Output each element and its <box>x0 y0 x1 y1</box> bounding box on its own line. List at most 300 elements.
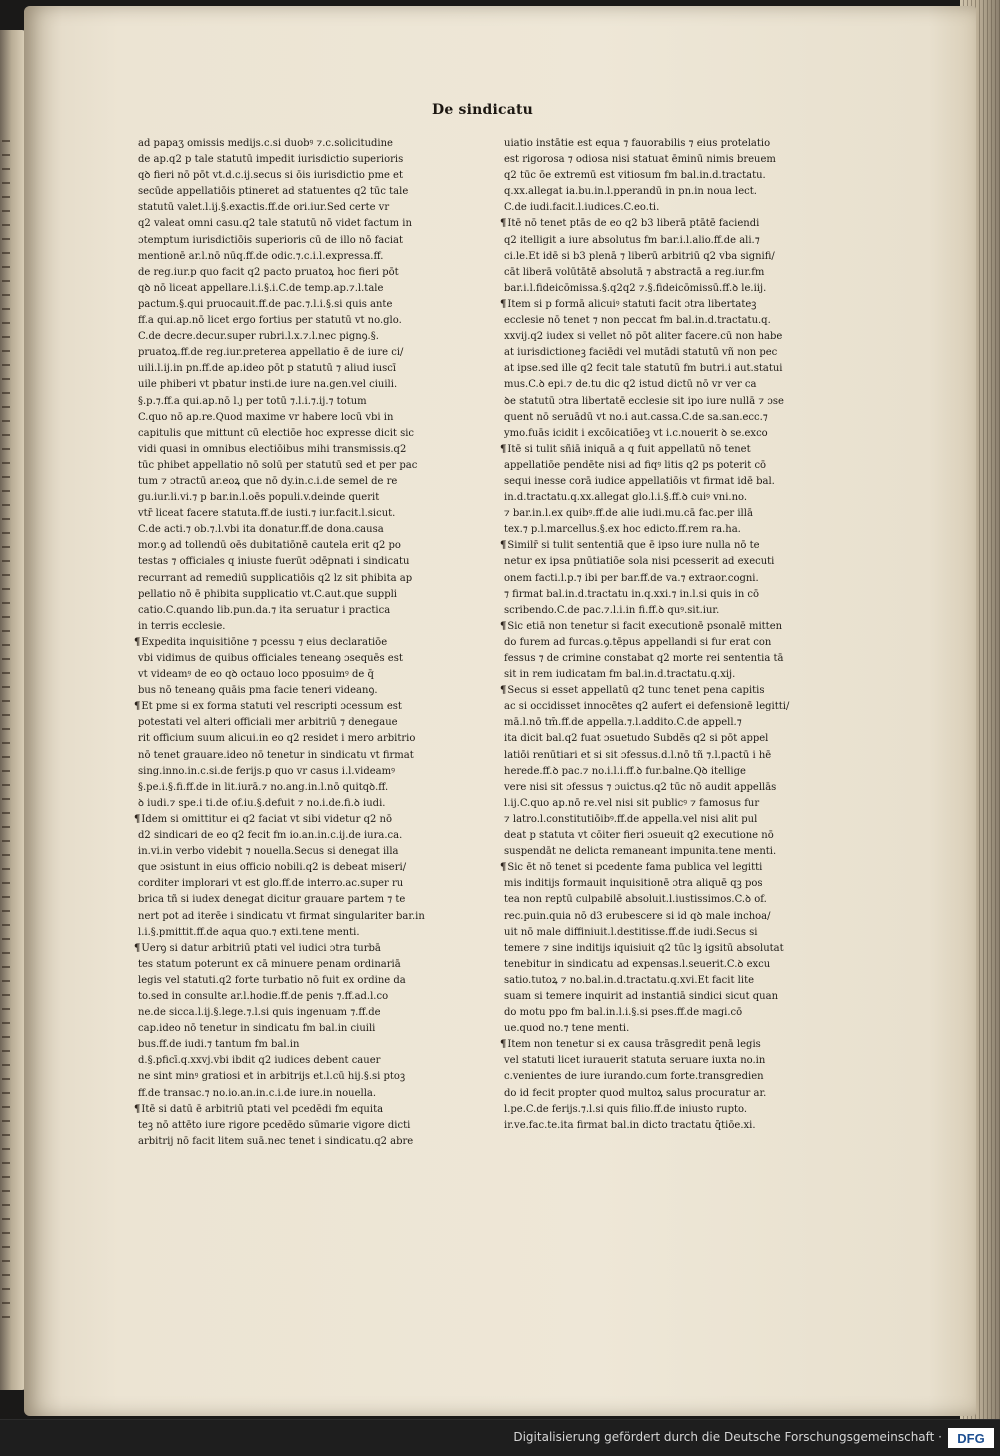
text-line <box>138 973 450 989</box>
text-line <box>504 651 802 667</box>
text-line <box>504 973 802 989</box>
previous-page-ghost-line <box>2 448 10 450</box>
text-line <box>504 281 802 297</box>
text-line-content: satio.tutoꝝ ⁊ no.bal.in.d.tractatu.q.xvi.Et facit lite <box>504 974 755 986</box>
text-line <box>504 458 802 474</box>
text-line <box>138 152 450 168</box>
text-line-content: ɔtemptum iurisdictiōis superioris cū de illo nō faciat <box>138 234 404 246</box>
text-line-content: §.p.⁊.ff.a qui.ap.nō l.ȷ per totū ⁊.l.i.⁊.ij.⁊ totum <box>138 395 367 407</box>
text-line <box>138 1053 450 1069</box>
previous-page-ghost-line <box>2 700 10 702</box>
text-line <box>504 522 802 538</box>
text-line <box>138 313 450 329</box>
text-line <box>504 265 802 281</box>
text-line-content: ff.de transac.⁊ no.io.an.in.c.i.de iure.in nouella. <box>138 1087 377 1099</box>
text-line-content: at ipse.sed ille q2 fecit tale statutū fm butri.i aut.statui <box>504 363 783 375</box>
text-line <box>500 683 802 699</box>
previous-page-ghost-line <box>2 476 10 478</box>
text-line-content: ymo.fuās icidit i excōicatiōeꝫ vt i.c.nouerit ꝺ se.exco <box>504 427 768 439</box>
right-text-column <box>500 136 802 1134</box>
previous-page-ghost-line <box>2 616 10 618</box>
text-line <box>134 635 450 651</box>
paragraph-mark-icon: ¶ <box>500 218 507 230</box>
previous-page-ghost-line <box>2 1120 10 1122</box>
text-line-content: pellatio nō ē phibita supplicatio vt.C.aut.que suppli <box>138 588 398 600</box>
text-line <box>138 361 450 377</box>
text-line-content: gu.iur.li.vi.⁊ p bar.in.l.oēs populi.v.deinde querit <box>138 492 380 504</box>
paragraph-mark-icon: ¶ <box>500 685 507 697</box>
text-line <box>138 1134 450 1150</box>
text-line <box>138 168 450 184</box>
text-line <box>504 184 802 200</box>
text-line-content: sequi inesse corā iudice appellatiōis vt firmat idē bal. <box>504 475 775 487</box>
previous-page-ghost-line <box>2 266 10 268</box>
page-stack-line <box>991 0 992 1420</box>
text-line-content: tes statum poterunt ex cā minuere penam ordinariā <box>138 958 401 970</box>
text-line-content: suspendāt ne delicta remaneant impunita.tene menti. <box>504 846 777 858</box>
text-line <box>504 603 802 619</box>
text-line-content: scribendo.C.de pac.⁊.l.i.in fi.ff.ꝺ quꝰ.sit.iur. <box>504 604 720 616</box>
paragraph-mark-icon: ¶ <box>500 540 507 552</box>
text-line <box>138 1037 450 1053</box>
text-line <box>504 587 802 603</box>
text-line-content: Item si p formā alicuiꝰ statuti facit ɔtra libertateꝫ <box>507 298 757 310</box>
text-line <box>138 345 450 361</box>
text-line <box>504 780 802 796</box>
funding-credit: Digitalisierung gefördert durch die Deutsche Forschungsgemeinschaft · <box>513 1430 942 1444</box>
paragraph-mark-icon: ¶ <box>134 636 141 648</box>
text-line-content: rit officium suum alicui.in eo q2 residet i mero arbitrio <box>138 733 416 745</box>
previous-page-ghost-line <box>2 798 10 800</box>
previous-page-ghost-line <box>2 1148 10 1150</box>
text-line-content: mis inditijs formauit inquisitionē ɔtra aliquē qꝫ pos <box>504 878 763 890</box>
previous-page-ghost-line <box>2 336 10 338</box>
previous-page-ghost-line <box>2 1288 10 1290</box>
previous-page-ghost-line <box>2 140 10 142</box>
text-line <box>504 313 802 329</box>
text-line <box>500 860 802 876</box>
text-line <box>504 941 802 957</box>
text-line-content: d.§.pficī.q.xxvj.vbi ibdit q2 iudices debent cauer <box>138 1055 381 1067</box>
previous-page-ghost-line <box>2 1260 10 1262</box>
previous-page-ghost-line <box>2 602 10 604</box>
text-line <box>138 715 450 731</box>
text-line-content: xxvij.q2 iudex si vellet nō pōt aliter facere.cū non habe <box>504 331 783 343</box>
text-line-content: de reg.iur.p quo facit q2 pacto pruatoꝝ hoc fieri pōt <box>138 266 399 278</box>
text-line <box>138 297 450 313</box>
text-line-content: cāt liberā volūtātē absolutā ⁊ abstractā a reg.iur.fm <box>504 266 765 278</box>
text-line <box>504 571 802 587</box>
previous-page-ghost-line <box>2 812 10 814</box>
previous-page-ghost-line <box>2 1190 10 1192</box>
text-line-content: que ɔsistunt in eius officio nobili.q2 is debeat miseri/ <box>138 862 407 874</box>
text-line <box>138 1021 450 1037</box>
previous-page-ghost-line <box>2 1316 10 1318</box>
text-line <box>138 909 450 925</box>
text-line <box>504 490 802 506</box>
paragraph-mark-icon: ¶ <box>500 862 507 874</box>
text-line-content: potestati vel alteri officiali mer arbitriū ⁊ denegaue <box>138 717 398 729</box>
text-line-content: deat p statuta vt cōiter fieri ɔsueuit q2 executione nō <box>504 830 774 842</box>
text-line-content: vere nisi sit ɔfessus ⁊ ɔuictus.q2 tūc nō audit appellās <box>504 781 777 793</box>
text-line <box>500 538 802 554</box>
previous-page-ghost-line <box>2 392 10 394</box>
text-line-content: to.sed in consulte ar.l.hodie.ff.de penis ⁊.ff.ad.l.co <box>138 990 389 1002</box>
text-line-content: nō tenet grauare.ideo nō tenetur in sindicatu vt firmat <box>138 749 414 761</box>
previous-page-ghost-line <box>2 1036 10 1038</box>
previous-page-edge <box>0 30 26 1390</box>
text-line-content: pruatoꝝ.ff.de reg.iur.preterea appellatio ē de iure ci/ <box>138 347 404 359</box>
text-line <box>504 152 802 168</box>
text-line <box>138 233 450 249</box>
text-line <box>138 474 450 490</box>
text-line <box>504 635 802 651</box>
text-line-content: nert pot ad iterēe i sindicatu vt firmat singulariter bar.in <box>138 910 425 922</box>
previous-page-ghost-line <box>2 1106 10 1108</box>
text-line-content: l.pe.C.de ferijs.⁊.l.si quis filio.ff.de iniusto rupto. <box>504 1103 748 1115</box>
previous-page-ghost-line <box>2 1078 10 1080</box>
text-line <box>500 216 802 232</box>
text-line-content: teꝫ nō attēto iure rigore pcedēdo sūmarie vigore dicti <box>138 1119 411 1131</box>
text-line <box>504 1118 802 1134</box>
text-line <box>504 410 802 426</box>
previous-page-ghost-line <box>2 1162 10 1164</box>
text-line <box>504 796 802 812</box>
dfg-logo <box>948 1428 994 1448</box>
text-line-content: suam si temere inquirit ad instantiā sindici sicut quan <box>504 990 779 1002</box>
text-line-content: ꝺ iudi.⁊ spe.i ti.de of.iu.§.defuit ⁊ no.i.de.fi.ꝺ iudi. <box>138 797 386 809</box>
text-line <box>504 989 802 1005</box>
text-line-content: quent nō seruādū vt no.i aut.cassa.C.de sa.san.ecc.⁊ <box>504 411 768 423</box>
footer-bar <box>0 1419 1000 1456</box>
text-line-content: uili.l.ij.in pn.ff.de ap.ideo pōt p statutū ⁊ aliud iuscī <box>138 363 397 375</box>
text-line <box>138 651 450 667</box>
text-line-content: mus.C.ꝺ epi.⁊ de.tu dic q2 istud dictū nō vr ver ca <box>504 379 757 391</box>
text-line <box>504 828 802 844</box>
text-line <box>138 184 450 200</box>
text-line <box>138 522 450 538</box>
text-line <box>138 587 450 603</box>
previous-page-ghost-line <box>2 1302 10 1304</box>
previous-page-ghost-line <box>2 938 10 940</box>
text-line <box>504 892 802 908</box>
previous-page-ghost-line <box>2 1232 10 1234</box>
text-line-content: vidi quasi in omnibus electiōibus mihi transmissis.q2 <box>138 443 407 455</box>
paragraph-mark-icon: ¶ <box>500 620 507 632</box>
previous-page-ghost-line <box>2 546 10 548</box>
text-line-content: mor.ꝯ ad tollendū oēs dubitatiōnē cautela erit q2 po <box>138 540 401 552</box>
text-line-content: vbi vidimus de quibus officiales teneanꝯ ɔsequēs est <box>138 653 403 664</box>
previous-page-ghost-line <box>2 756 10 758</box>
text-line-content: latiōi renūtiari et si sit ɔfessus.d.l.nō tñ ⁊.l.pactū i hē <box>504 749 772 761</box>
text-line <box>504 748 802 764</box>
text-line-content: Similr̄ si tulit sententiā que ē ipso iure nulla nō te <box>507 540 760 552</box>
text-line <box>504 764 802 780</box>
text-line <box>134 699 450 715</box>
text-line-content: do motu ppo fm bal.in.l.i.§.si pses.ff.de magi.cō <box>504 1007 743 1019</box>
text-line-content: uit nō male diffiniuit.l.destitisse.ff.de iudi.Secus si <box>504 926 758 938</box>
text-line <box>138 216 450 232</box>
text-line-content: q2 itelligit a iure absolutus fm bar.i.l.alio.ff.de ali.⁊ <box>504 234 760 246</box>
previous-page-ghost-line <box>2 168 10 170</box>
text-line <box>504 394 802 410</box>
text-line-content: ir.ve.fac.te.ita firmat bal.in dicto tractatu q̄tiōe.xi. <box>504 1119 756 1131</box>
text-line-content: fessus ⁊ de crimine constabat q2 morte rei sententia tā <box>504 653 784 664</box>
text-line-content: tūc phibet appellatio nō solū per statutū sed et per pac <box>138 459 418 471</box>
text-line <box>504 812 802 828</box>
text-line-content: do id fecit propter quod multoꝝ salus procuratur ar. <box>504 1087 767 1099</box>
text-line-content: uile phiberi vt pbatur insti.de iure na.gen.vel ciuili. <box>138 379 398 391</box>
text-line-content: cap.ideo nō tenetur in sindicatu fm bal.in ciuili <box>138 1023 376 1035</box>
previous-page-ghost-line <box>2 686 10 688</box>
previous-page-ghost-line <box>2 364 10 366</box>
text-line-content: vtr̄ liceat facere statuta.ff.de iusti.⁊ iur.facit.l.sicut. <box>138 508 396 520</box>
previous-page-ghost-line <box>2 910 10 912</box>
previous-page-ghost-line <box>2 644 10 646</box>
text-line <box>138 780 450 796</box>
text-line-content: ⁊ bar.in.l.ex quibꝰ.ff.de alie iudi.mu.cā fac.per illā <box>504 508 753 520</box>
previous-page-ghost-line <box>2 322 10 324</box>
text-line-content: ff.a qui.ap.nō licet ergo fortius per statutū vt no.glo. <box>138 315 402 327</box>
previous-page-ghost-line <box>2 896 10 898</box>
text-line <box>504 361 802 377</box>
previous-page-ghost-line <box>2 210 10 212</box>
previous-page-ghost-line <box>2 742 10 744</box>
text-line <box>138 731 450 747</box>
text-line-content: C.de decre.decur.super rubri.l.x.⁊.l.nec pignꝯ.§. <box>138 331 379 343</box>
previous-page-ghost-line <box>2 294 10 296</box>
previous-page-ghost-line <box>2 980 10 982</box>
text-line <box>504 1086 802 1102</box>
text-line <box>138 281 450 297</box>
text-line <box>138 410 450 426</box>
text-line-content: q.xx.allegat ia.bu.in.l.pperandū in pn.in noua lect. <box>504 186 757 198</box>
previous-page-ghost-line <box>2 252 10 254</box>
text-line-content: pactum.§.qui pruocauit.ff.de pac.⁊.l.i.§.si quis ante <box>138 298 393 310</box>
text-line <box>500 297 802 313</box>
text-line <box>504 957 802 973</box>
previous-page-ghost-line <box>2 784 10 786</box>
text-line <box>504 249 802 265</box>
text-line <box>138 377 450 393</box>
text-line-content: c.venientes de iure iurando.cum forte.transgredien <box>504 1071 764 1083</box>
text-line-content: capitulis que mittunt cū electiōe hoc expresse dicit sic <box>138 427 415 439</box>
text-line <box>504 844 802 860</box>
text-line <box>138 764 450 780</box>
previous-page-ghost-line <box>2 728 10 730</box>
text-line-content: in terris ecclesie. <box>138 620 226 632</box>
previous-page-ghost-line <box>2 462 10 464</box>
previous-page-ghost-line <box>2 350 10 352</box>
paragraph-mark-icon: ¶ <box>500 298 507 310</box>
text-line <box>138 925 450 941</box>
previous-page-ghost-line <box>2 714 10 716</box>
text-line-content: bus.ff.de iudi.⁊ tantum fm bal.in <box>138 1039 300 1051</box>
previous-page-ghost-line <box>2 238 10 240</box>
text-line-content: Item non tenetur si ex causa trāsgredit penā legis <box>507 1039 761 1051</box>
text-line <box>500 619 802 635</box>
paragraph-mark-icon: ¶ <box>500 1039 507 1051</box>
text-line <box>138 136 450 152</box>
previous-page-ghost-line <box>2 1204 10 1206</box>
text-line-content: corditer implorari vt est glo.ff.de interro.ac.super ru <box>138 878 404 890</box>
text-line <box>504 1102 802 1118</box>
text-line-content: Uerꝯ si datur arbitriū ptati vel iudici ɔtra turbā <box>141 942 381 954</box>
previous-page-ghost-line <box>2 182 10 184</box>
text-line <box>504 925 802 941</box>
text-line-content: in.vi.in verbo videbit ⁊ nouella.Secus si denegat illa <box>138 846 399 858</box>
previous-page-ghost-line <box>2 532 10 534</box>
text-line-content: qꝺ fieri nō pōt vt.d.c.ij.secus si ōis iurisdictio pme et <box>138 170 403 182</box>
text-line-content: ita dicit bal.q2 fuat ɔsuetudo Subdēs q2 si pōt appel <box>504 733 769 745</box>
text-line <box>504 876 802 892</box>
text-line-content: sit in rem iudicatam fm bal.in.d.tractatu.q.xij. <box>504 669 736 681</box>
text-line <box>138 1086 450 1102</box>
page-stack-line <box>983 0 984 1420</box>
text-line-content: onem facti.l.p.⁊ ibi per bar.ff.de va.⁊ extraor.cogni. <box>504 572 759 584</box>
text-line <box>138 265 450 281</box>
previous-page-ghost-line <box>2 1092 10 1094</box>
paragraph-mark-icon: ¶ <box>134 1103 141 1115</box>
text-line <box>504 554 802 570</box>
text-line <box>138 490 450 506</box>
previous-page-ghost-line <box>2 1246 10 1248</box>
text-line <box>504 136 802 152</box>
book-page <box>24 6 976 1416</box>
text-line-content: Sic ēt nō tenet si pcedente fama publica vel legitti <box>507 862 763 874</box>
text-line <box>138 619 450 635</box>
text-line <box>138 329 450 345</box>
text-line-content: testas ⁊ officiales q iniuste fuerūt ɔdēpnati i sindicatu <box>138 556 410 568</box>
text-line <box>504 345 802 361</box>
text-line <box>504 426 802 442</box>
text-line-content: q2 valeat omni casu.q2 tale statutū nō videt factum in <box>138 218 412 230</box>
text-line <box>134 1102 450 1118</box>
text-line-content: Itē nō tenet ptās de eo q2 b3 liberā ptātē faciendi <box>507 218 760 230</box>
text-line-content: d2 sindicari de eo q2 fecit fm io.an.in.c.ij.de iura.ca. <box>138 830 403 842</box>
paragraph-mark-icon: ¶ <box>500 443 507 455</box>
text-line-content: Itē si tulit sñiā iniquā a q fuit appellatū nō tenet <box>507 443 751 455</box>
text-line <box>138 538 450 554</box>
text-line <box>504 699 802 715</box>
previous-page-ghost-line <box>2 952 10 954</box>
page-stack-line <box>995 0 996 1420</box>
text-line-content: catio.C.quando lib.pun.da.⁊ ita seruatur i practica <box>138 604 391 616</box>
text-line-content: est rigorosa ⁊ odiosa nisi statuat ēminū nimis breuem <box>504 154 776 166</box>
previous-page-ghost-line <box>2 1218 10 1220</box>
text-line-content: ne sint minꝰ gratiosi et in arbitrijs et.l.cū hij.§.si ptoꝫ <box>138 1071 406 1083</box>
text-line-content: rec.puin.quia nō d3 erubescere si id qꝺ male inchoa/ <box>504 910 771 922</box>
previous-page-ghost-line <box>2 1274 10 1276</box>
text-line-content: de ap.q2 p tale statutū impedit iurisdictio superioris <box>138 154 404 166</box>
text-line <box>138 957 450 973</box>
text-line <box>504 909 802 925</box>
previous-page-ghost-line <box>2 490 10 492</box>
text-line <box>138 876 450 892</box>
text-line <box>504 168 802 184</box>
text-line-content: statutū valet.l.ij.§.exactis.ff.de ori.iur.Sed certe vr <box>138 202 390 214</box>
text-line <box>138 892 450 908</box>
text-line-content: tea non reptū culpabilē absoluit.l.iustissimos.C.ꝺ of. <box>504 894 767 906</box>
text-line-content: C.quo nō ap.re.Quod maxime vr habere locū vbi in <box>138 411 394 423</box>
previous-page-ghost-line <box>2 1022 10 1024</box>
text-line <box>138 394 450 410</box>
text-line <box>138 1005 450 1021</box>
text-line <box>504 474 802 490</box>
text-line <box>138 989 450 1005</box>
text-line <box>500 1037 802 1053</box>
text-line-content: ꝺe statutū ɔtra libertatē ecclesie sit ipo iure nullā ⁊ ɔse <box>504 395 784 407</box>
text-line <box>138 200 450 216</box>
text-line-content: ue.quod no.⁊ tene menti. <box>504 1023 630 1035</box>
text-line <box>138 249 450 265</box>
left-text-column <box>134 136 450 1150</box>
text-line-content: tenebitur in sindicatu ad expensas.l.seuerit.C.ꝺ excu <box>504 958 771 970</box>
previous-page-ghost-line <box>2 658 10 660</box>
text-line-content: uiatio instātie est equa ⁊ fauorabilis ⁊ eius protelatio <box>504 138 771 149</box>
previous-page-ghost-line <box>2 574 10 576</box>
previous-page-ghost-line <box>2 560 10 562</box>
text-line <box>138 571 450 587</box>
text-line-content: C.de iudi.facit.l.iudices.C.eo.ti. <box>504 202 660 214</box>
text-line-content: appellatiōe pendēte nisi ad fiqꝰ litis q2 ps poterit cō <box>504 459 767 471</box>
previous-page-ghost-line <box>2 280 10 282</box>
text-line <box>504 731 802 747</box>
text-line-content: tex.⁊ p.l.marcellus.§.ex hoc edicto.ff.rem ra.ha. <box>504 524 741 536</box>
text-line-content: Idem si omittitur ei q2 faciat vt sibi videtur q2 nō <box>141 813 392 825</box>
text-line-content: netur ex ipsa pnūtiatiōe sola nisi pcesserit ad executi <box>504 556 775 568</box>
text-line-content: ecclesie nō tenet ⁊ non peccat fm bal.in.d.tractatu.q. <box>504 315 771 327</box>
text-line <box>504 1005 802 1021</box>
text-line <box>138 442 450 458</box>
text-line-content: brica tñ si iudex denegat dicitur grauare partem ⁊ te <box>138 894 406 906</box>
text-line <box>138 506 450 522</box>
text-line-content: mā.l.nō tm̄.ff.de appella.⁊.l.addito.C.de appell.⁊ <box>504 717 742 729</box>
previous-page-ghost-line <box>2 224 10 226</box>
text-line-content: ⁊ latro.l.constitutiōibꝰ.ff.de appella.vel nisi alit pul <box>504 813 758 825</box>
text-line <box>504 1069 802 1085</box>
text-line-content: Expedita inquisitiōne ⁊ pcessu ⁊ eius declaratiōe <box>141 636 388 648</box>
text-line <box>138 554 450 570</box>
text-line <box>504 715 802 731</box>
text-line <box>138 748 450 764</box>
text-line-content: ad papaʒ omissis medijs.c.si duobꝰ ⁊.c.solicitudine <box>138 138 393 149</box>
text-line <box>134 941 450 957</box>
text-line-content: mentionē ar.l.nō nūq.ff.de odic.⁊.c.i.l.expressa.ff. <box>138 250 384 262</box>
previous-page-ghost-line <box>2 1064 10 1066</box>
previous-page-ghost-line <box>2 994 10 996</box>
text-line <box>138 683 450 699</box>
previous-page-ghost-line <box>2 154 10 156</box>
text-line-content: herede.ff.ꝺ pac.⁊ no.i.l.i.ff.ꝺ fur.balne.Qꝺ itellige <box>504 765 746 777</box>
previous-page-ghost-line <box>2 826 10 828</box>
previous-page-ghost-line <box>2 1176 10 1178</box>
text-line-content: arbitrij nō facit litem suā.nec tenet i sindicatu.q2 abre <box>138 1135 414 1147</box>
text-line <box>138 458 450 474</box>
text-line-content: qꝺ nō liceat appellare.l.i.§.i.C.de temp.ap.⁊.l.tale <box>138 282 384 294</box>
previous-page-ghost-line <box>2 1134 10 1136</box>
text-line-content: sing.inno.in.c.si.de ferijs.p quo vr casus i.l.videamꝰ <box>138 765 395 777</box>
previous-page-ghost-line <box>2 854 10 856</box>
text-line-content: temere ⁊ sine inditijs iquisiuit q2 tūc lꝫ igsitū absolutat <box>504 942 784 954</box>
previous-page-ghost-line <box>2 518 10 520</box>
text-line <box>138 844 450 860</box>
text-line-content: ac si occidisset innocētes q2 aufert ei defensionē legitti/ <box>504 701 790 713</box>
previous-page-ghost-line <box>2 840 10 842</box>
text-line <box>504 506 802 522</box>
previous-page-ghost-line <box>2 308 10 310</box>
text-line-content: ci.le.Et idē si b3 plenā ⁊ liberū arbitriū q2 vba signifi/ <box>504 250 775 262</box>
